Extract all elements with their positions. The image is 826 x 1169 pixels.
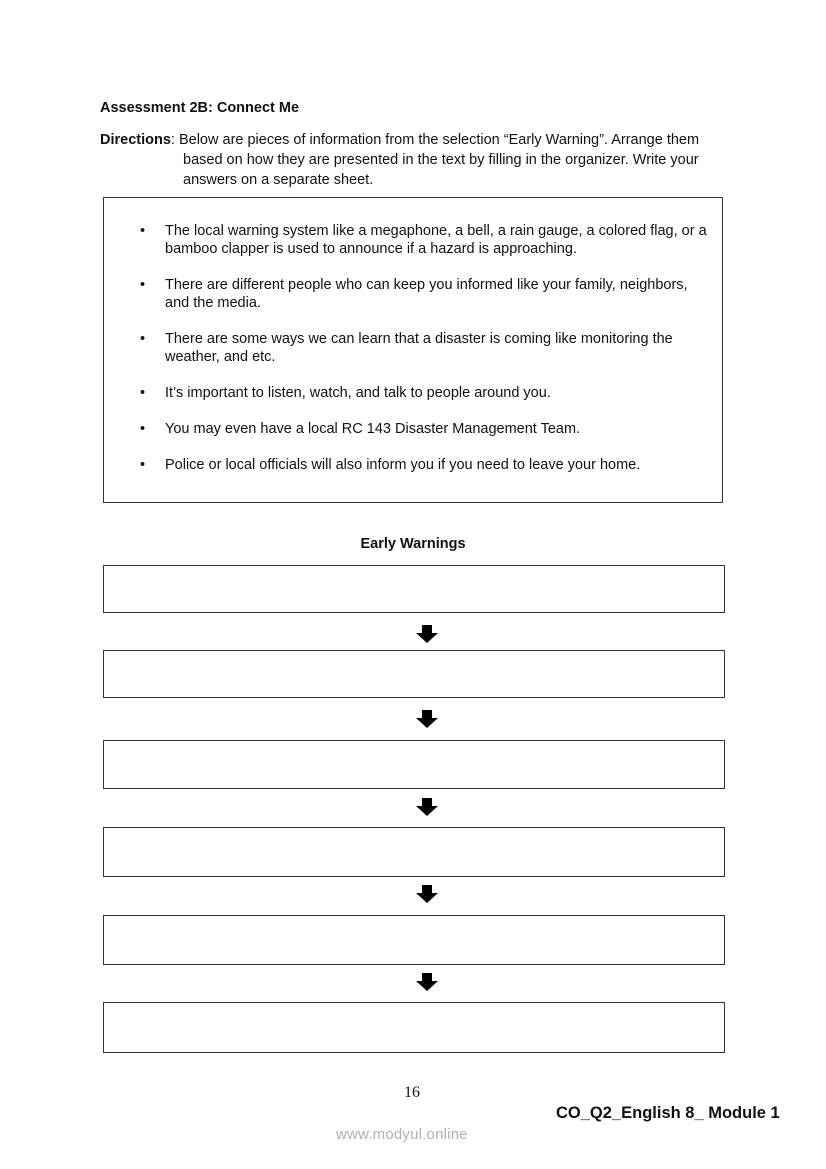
bullet-icon: • <box>140 421 146 437</box>
organizer-box-3 <box>103 740 725 789</box>
organizer-box-2 <box>103 650 725 698</box>
list-item-text: The local warning system like a megaphone, a bell, a rain gauge, a colored flag, or a bamboo clapper is used to announce if a hazard is approaching. <box>165 223 707 257</box>
list-item-text: Police or local officials will also inform you if you need to leave your home. <box>165 457 641 473</box>
list-item <box>137 420 707 438</box>
watermark: www.modyul.online <box>336 1126 468 1143</box>
list-item <box>137 222 707 258</box>
directions-text-line3: answers on a separate sheet. <box>183 172 374 188</box>
list-item-text: There are different people who can keep you informed like your family, neighbors, and the media. <box>165 277 688 311</box>
information-box <box>103 197 723 503</box>
assessment-title: Assessment 2B: Connect Me <box>100 100 300 116</box>
directions-text-line1: : Below are pieces of information from the selection “Early Warning”. Arrange them <box>170 132 700 148</box>
organizer-box-4 <box>103 827 725 877</box>
list-item <box>137 276 707 312</box>
list-item <box>137 384 707 402</box>
module-code: CO_Q2_English 8_ Module 1 <box>556 1104 780 1122</box>
directions-label: Directions <box>100 132 171 148</box>
down-arrow-icon <box>416 973 438 991</box>
bullet-icon: • <box>140 331 146 347</box>
list-item <box>137 456 707 474</box>
bullet-icon: • <box>140 457 146 473</box>
down-arrow-icon <box>416 885 438 903</box>
down-arrow-icon <box>416 710 438 728</box>
directions <box>100 130 730 190</box>
list-item-text: There are some ways we can learn that a disaster is coming like monitoring the weather, and etc. <box>165 331 673 365</box>
list-item-text: You may even have a local RC 143 Disaster Management Team. <box>165 421 581 437</box>
down-arrow-icon <box>416 798 438 816</box>
organizer-title: Early Warnings <box>360 536 466 552</box>
organizer-box-1 <box>103 565 725 613</box>
organizer-box-6 <box>103 1002 725 1053</box>
information-list <box>137 222 707 492</box>
down-arrow-icon <box>416 625 438 643</box>
bullet-icon: • <box>140 223 146 239</box>
page-number: 16 <box>404 1084 420 1101</box>
bullet-icon: • <box>140 385 146 401</box>
organizer-box-5 <box>103 915 725 965</box>
list-item-text: It’s important to listen, watch, and talk to people around you. <box>165 385 551 401</box>
directions-text-line2: based on how they are presented in the text by filling in the organizer. Write your <box>183 152 699 168</box>
list-item <box>137 330 707 366</box>
bullet-icon: • <box>140 277 146 293</box>
